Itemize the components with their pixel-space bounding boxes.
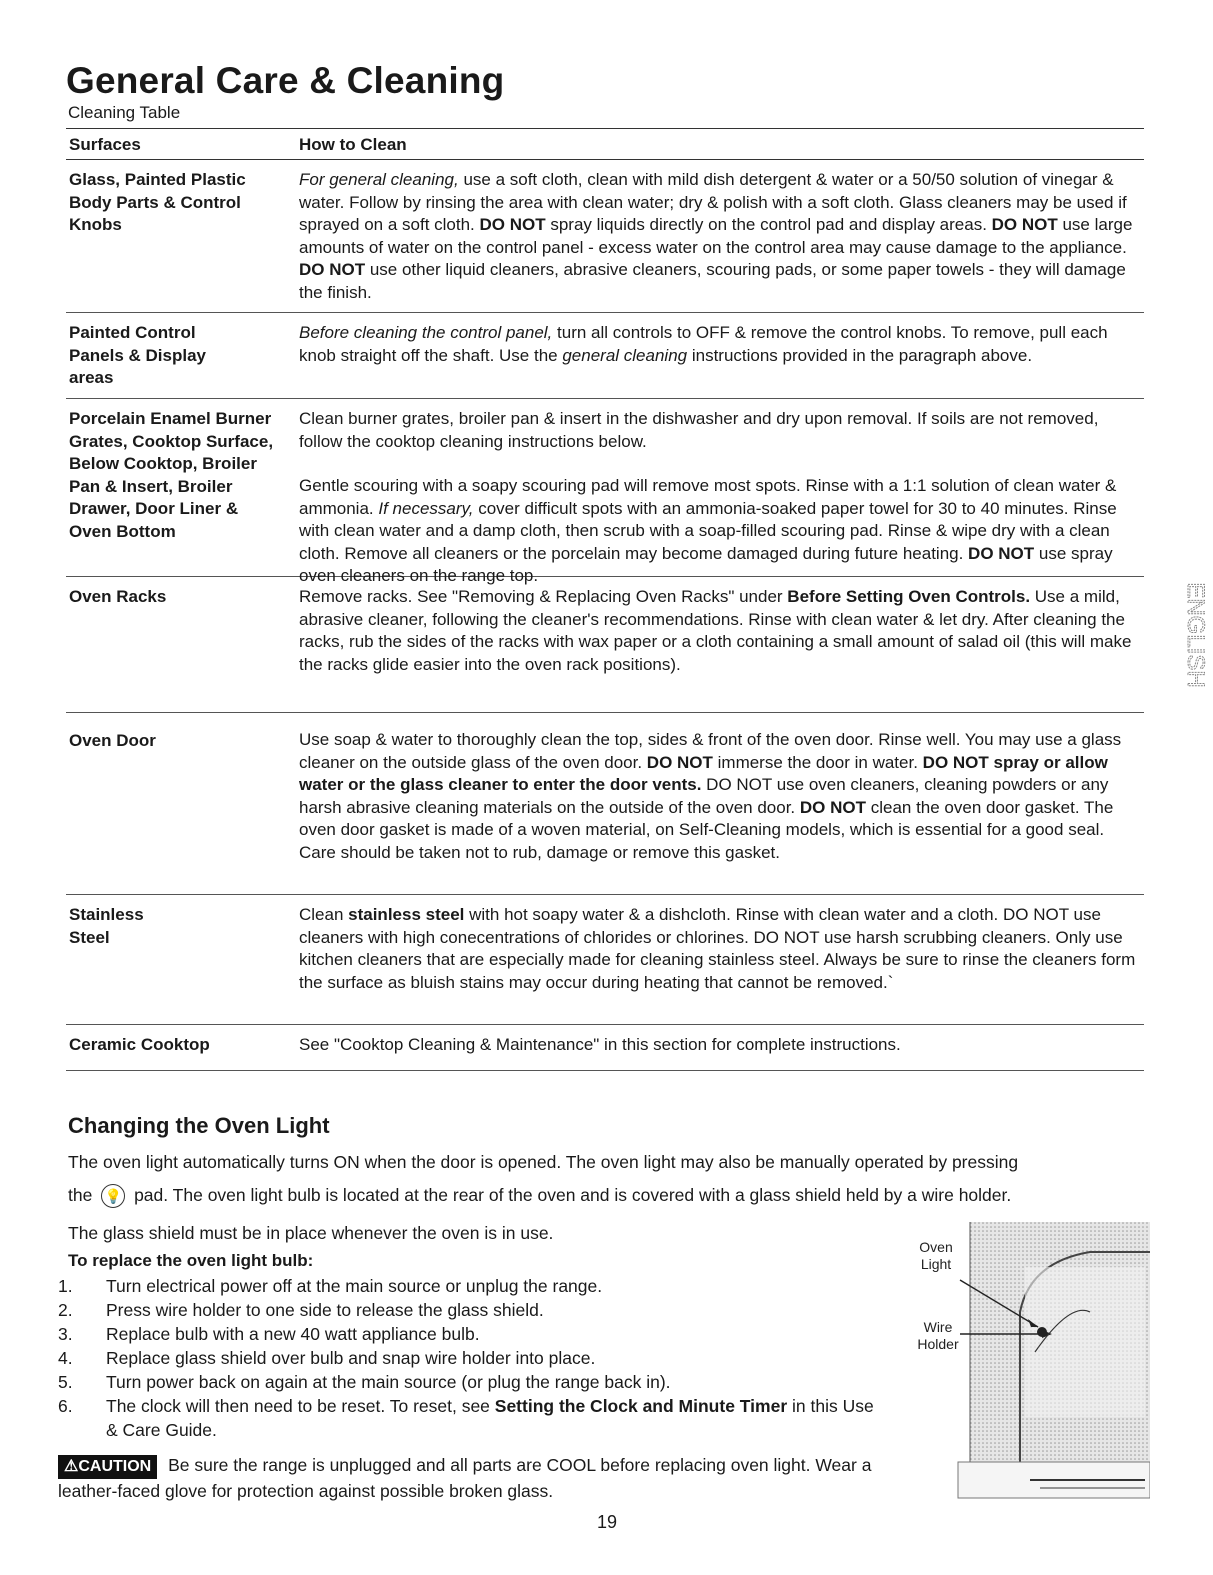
list-item: 2. Press wire holder to one side to release the glass shield. — [58, 1300, 544, 1320]
surface-name: Painted Control Panels & Display areas — [69, 323, 207, 387]
table-row — [66, 895, 1144, 1025]
oven-light-label-2: Light — [920, 1256, 952, 1272]
surface-name: Ceramic Cooktop — [69, 1035, 210, 1054]
list-item: 4. Replace glass shield over bulb and snap wire holder into place. — [58, 1348, 596, 1368]
oven-light-label-1: Oven — [919, 1239, 953, 1255]
cleaning-instructions: See "Cooktop Cleaning & Maintenance" in this section for complete instructions. — [299, 1035, 901, 1054]
replace-bulb-heading: To replace the oven light bulb: — [68, 1251, 314, 1270]
cleaning-instructions: Use soap & water to thoroughly clean the top, sides & front of the oven door. Rinse well. You may use a glass cleaner on the outside glass of the oven door. DO NOT immerse the door in water. DO NOT spray or allow water or the glass cleaner to enter the door vents. DO NOT use oven cleaners, cleaning powders or any harsh abrasive cleaning materials on the outside of the oven door. DO NOT clean the oven door gasket. The oven door gasket is made of a woven material, on Self-Cleaning models, which is essential for a good seal. Care should be taken not to rub, damage or remove this gasket. — [299, 730, 1122, 862]
wire-holder-label-1: Wire — [923, 1319, 953, 1335]
oven-light-figure — [910, 1222, 1150, 1502]
column-header-surfaces: Surfaces — [69, 135, 141, 154]
table-row — [66, 399, 1144, 585]
oven-light-pad-icon: 💡 — [101, 1184, 125, 1208]
section-heading: Changing the Oven Light — [68, 1113, 330, 1138]
page-title: General Care & Cleaning — [66, 60, 505, 101]
caution-note: ⚠CAUTION Be sure the range is unplugged and all parts are COOL before replacing oven light. Wear a leather-faced glove for protection against possible broken glass. — [58, 1455, 872, 1501]
surface-name: Stainless Steel — [69, 905, 144, 947]
page-subtitle: Cleaning Table — [68, 103, 181, 122]
language-side-tab — [1168, 560, 1208, 710]
table-row — [66, 313, 1144, 399]
cleaning-instructions: Clean burner grates, broiler pan & insert in the dishwasher and dry upon removal. If soils are not removed, follow the cooktop cleaning instructions below. Gentle scouring with a soapy scouring pad will remove most spots. Rinse with a 1:1 solution of clean water & ammonia. If necessary, cover difficult spots with an ammonia-soaked paper towel for 30 to 40 minutes. Rinse with clean water and a damp cloth, then scrub with a soap-filled scouring pad. Rinse & wipe dry with a clean cloth. Remove all cleaners or the porcelain may become damaged during future heating. DO NOT use spray oven cleaners on the range top. — [299, 409, 1117, 585]
oven-light-illustration — [910, 1222, 1150, 1502]
cleaning-instructions: Clean stainless steel with hot soapy water & a dishcloth. Rinse with clean water and a cloth. DO NOT use cleaners with high conecentrations of chlorides or chlorines. DO NOT use harsh scrubbing cleaners. Only use kitchen cleaners that are especially made for cleaning stainless steel. Always be sure to rinse the cleaners form the surface as bluish stains may occur during heating that cannot be removed.` — [299, 905, 1136, 992]
column-header-how-to-clean: How to Clean — [299, 135, 407, 154]
table-row — [66, 160, 1144, 313]
table-row — [66, 713, 1144, 895]
surface-name: Porcelain Enamel Burner Grates, Cooktop Surface, Below Cooktop, Broiler Pan & Insert, Broiler Drawer, Door Liner & Oven Bottom — [69, 409, 274, 541]
wire-holder-label-2: Holder — [917, 1336, 959, 1352]
cleaning-instructions: Remove racks. See "Removing & Replacing Oven Racks" under Before Setting Oven Controls. Use a mild, abrasive cleaner, following the cleaner's recommendations. Rinse with clean water & let dry. After cleaning the racks, rub the sides of the racks with wax paper or a cloth containing a small amount of salad oil (this will make the racks glide easier into the oven rack positions). — [299, 587, 1132, 674]
list-item: 1. Turn electrical power off at the main source or unplug the range. — [58, 1276, 603, 1296]
table-row — [66, 577, 1144, 713]
side-tab-label: ENGLISH — [1182, 582, 1208, 688]
list-item: 3. Replace bulb with a new 40 watt appliance bulb. — [58, 1324, 480, 1344]
replace-steps-list — [58, 1274, 878, 1442]
cleaning-instructions: Before cleaning the control panel, turn all controls to OFF & remove the control knobs. To remove, pull each knob straight off the shaft. Use the general cleaning instructions provided in the paragraph above. — [299, 323, 1108, 365]
cleaning-instructions: For general cleaning, use a soft cloth, clean with mild dish detergent & water or a 50/50 solution of vinegar & water. Follow by rinsing the area with clean water; dry & polish with a soft cloth. Glass cleaners may be used if sprayed on a soft cloth. DO NOT spray liquids directly on the control pad and display areas. DO NOT use large amounts of water on the control panel - excess water on the control area may cause damage to the appliance. DO NOT use other liquid cleaners, abrasive cleaners, scouring pads, or some paper towels - they will damage the finish. — [299, 170, 1133, 302]
list-item: 5. Turn power back on again at the main source (or plug the range back in). — [58, 1372, 671, 1392]
surface-name: Glass, Painted Plastic Body Parts & Control Knobs — [69, 170, 246, 234]
page-number: 19 — [597, 1512, 618, 1532]
cleaning-table — [66, 128, 1144, 1071]
intro-line-3: The glass shield must be in place whenever the oven is in use. — [68, 1223, 554, 1243]
intro-line-2: the 💡 pad. The oven light bulb is located at the rear of the oven and is covered with a glass shield held by a wire holder. — [68, 1184, 1148, 1208]
surface-name: Oven Racks — [69, 587, 167, 606]
caution-badge: ⚠CAUTION — [58, 1455, 157, 1479]
list-item: 6. The clock will then need to be reset. To reset, see Setting the Clock and Minute Timer in this Use & Care Guide. — [58, 1396, 874, 1440]
intro-line-1: The oven light automatically turns ON when the door is opened. The oven light may also be manually operated by pressing — [68, 1152, 1019, 1172]
table-row — [66, 1025, 1144, 1071]
table-header — [66, 128, 1144, 160]
surface-name: Oven Door — [69, 731, 156, 750]
